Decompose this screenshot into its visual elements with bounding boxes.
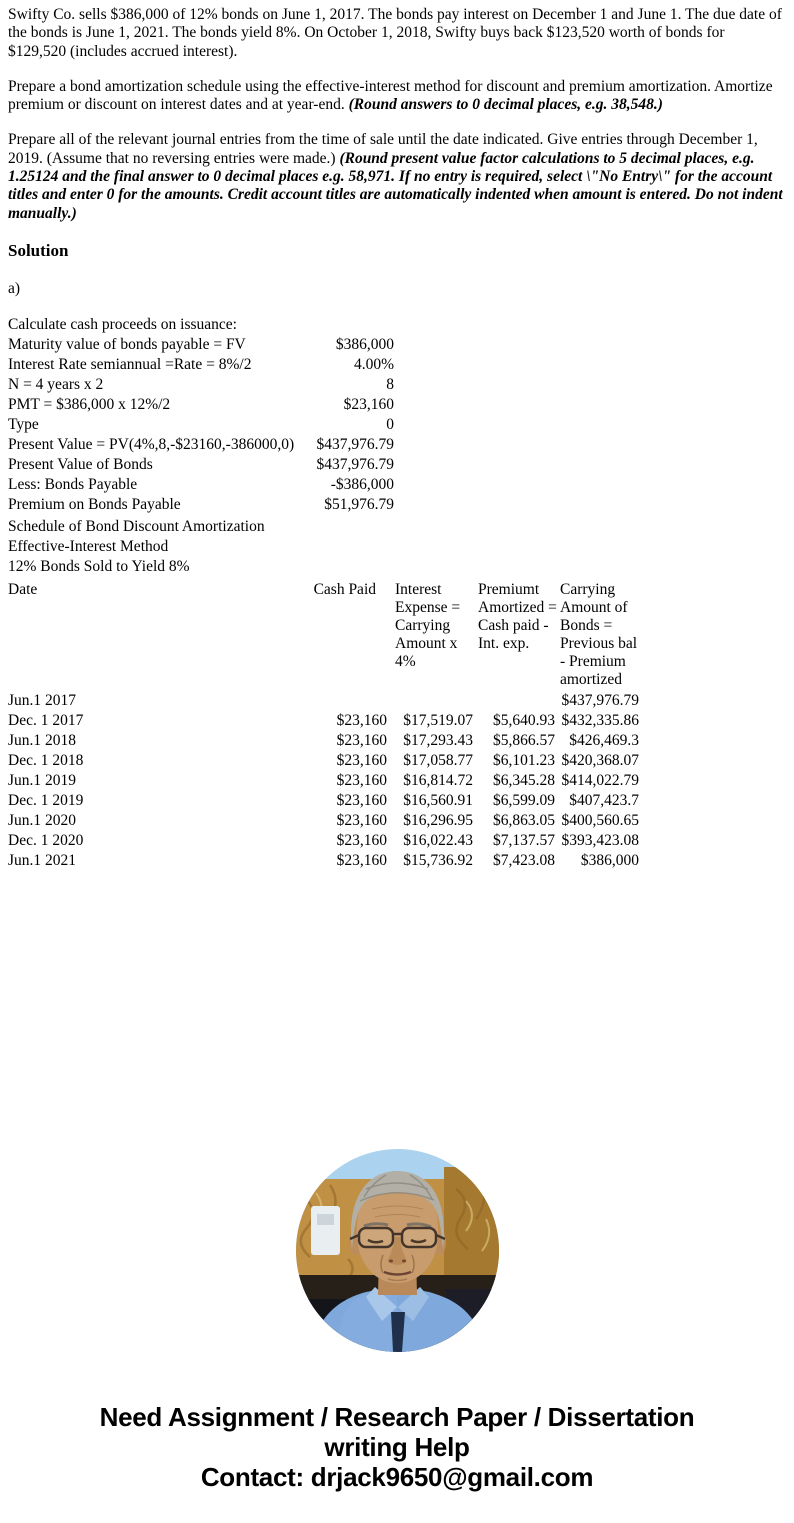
- calc-row-value: $437,976.79: [316, 455, 394, 473]
- schedule-yield-line: 12% Bonds Sold to Yield 8%: [8, 557, 190, 575]
- cell-premium-amortized: $6,599.09: [493, 791, 555, 809]
- footer-banner: [0, 1402, 794, 1492]
- cell-carrying-amount: $400,560.65: [561, 811, 639, 829]
- part-label-a: a): [8, 279, 21, 297]
- calc-row-value: 8: [386, 375, 394, 393]
- cell-cash-paid: $23,160: [336, 731, 387, 749]
- calc-row: [8, 395, 394, 415]
- cell-cash-paid: $23,160: [336, 791, 387, 809]
- calc-row-value: -$386,000: [330, 475, 394, 493]
- calc-row: [8, 475, 394, 495]
- amortization-table: [8, 581, 786, 871]
- calc-row: [8, 335, 394, 355]
- rounding-instruction-1: (Round answers to 0 decimal places, e.g. 38,548.): [348, 96, 663, 114]
- cell-premium-amortized: $7,137.57: [493, 831, 555, 849]
- calc-row: [8, 375, 394, 395]
- calc-row: [8, 435, 394, 455]
- table-body: [8, 691, 786, 871]
- cell-interest-expense: $15,736.92: [403, 851, 473, 869]
- cell-interest-expense: [387, 691, 476, 711]
- problem-text-2: Prepare a bond amortization schedule using the effective-interest method for discount and premium amortization. Amortize premium or discount on interest dates and at year-end.: [8, 77, 773, 114]
- problem-paragraph-1: [8, 6, 786, 61]
- calc-row-label: Present Value = PV(4%,8,-$23160,-386000,0): [8, 435, 295, 453]
- calc-row-label: Present Value of Bonds: [8, 455, 153, 473]
- calc-row-value: $437,976.79: [316, 435, 394, 453]
- photo-outlet-plate: [311, 1206, 340, 1255]
- cell-date: Dec. 1 2017: [8, 711, 84, 729]
- cell-carrying-amount: $386,000: [580, 851, 639, 869]
- cell-carrying-amount: $426,469.3: [569, 731, 639, 749]
- cell-interest-expense: $16,296.95: [403, 811, 473, 829]
- cell-date: Jun.1 2020: [8, 811, 77, 829]
- cell-carrying-amount: $437,976.79: [561, 691, 639, 709]
- table-row: [8, 831, 786, 851]
- rounding-instruction-2: (Round present value factor calculations to 5 decimal places, e.g. 1.25124 and the final answer to 0 decimal places e.g. 58,971. If no entry is required, select \"No Entry\" for the account titles and enter 0 for the amounts. Credit account titles are automatically indented when amount is entered. Do not indent manually.): [8, 149, 783, 222]
- cell-interest-expense: $17,293.43: [403, 731, 473, 749]
- table-row: [8, 711, 786, 731]
- footer-line-1: Need Assignment / Research Paper / Dissertation: [99, 1401, 695, 1432]
- table-row: [8, 771, 786, 791]
- cell-premium-amortized: [476, 691, 558, 711]
- cell-premium-amortized: $7,423.08: [493, 851, 555, 869]
- calc-row-value: 4.00%: [353, 355, 394, 373]
- calc-row-value: $386,000: [335, 335, 394, 353]
- cell-cash-paid: $23,160: [336, 851, 387, 869]
- cell-interest-expense: $16,022.43: [403, 831, 473, 849]
- cash-proceeds-calculation: [8, 315, 394, 515]
- cell-date: Jun.1 2018: [8, 731, 77, 749]
- table-row: [8, 691, 786, 711]
- cell-cash-paid: $23,160: [336, 771, 387, 789]
- footer-contact-email: Contact: drjack9650@gmail.com: [200, 1461, 594, 1492]
- cell-carrying-amount: $420,368.07: [561, 751, 639, 769]
- problem-paragraph-2: [8, 78, 786, 115]
- calc-row: [8, 415, 394, 435]
- cell-carrying-amount: $414,022.79: [561, 771, 639, 789]
- cell-premium-amortized: $6,863.05: [493, 811, 555, 829]
- cell-date: Jun.1 2019: [8, 771, 77, 789]
- table-row: [8, 791, 786, 811]
- cell-cash-paid: $23,160: [336, 811, 387, 829]
- cell-premium-amortized: $5,640.93: [493, 711, 555, 729]
- problem-text-1: Swifty Co. sells $386,000 of 12% bonds on June 1, 2017. The bonds pay interest on December 1 and June 1. The due date of the bonds is June 1, 2021. The bonds yield 8%. On October 1, 2018, Swifty buys back $123,520 worth of bonds for $129,520 (includes accrued interest).: [8, 6, 782, 60]
- cell-interest-expense: $17,519.07: [403, 711, 473, 729]
- cell-cash-paid: $23,160: [336, 751, 387, 769]
- calc-row: [8, 455, 394, 475]
- cell-premium-amortized: $6,345.28: [493, 771, 555, 789]
- footer-line-2: writing Help: [324, 1431, 470, 1462]
- calc-row-label: Premium on Bonds Payable: [8, 495, 181, 513]
- table-row: [8, 751, 786, 771]
- calc-row-value: $51,976.79: [324, 495, 394, 513]
- cell-cash-paid: [303, 691, 387, 711]
- table-header-row: [8, 581, 786, 689]
- calc-row-value: $23,160: [343, 395, 394, 413]
- column-header-cash-paid: Cash Paid: [313, 580, 376, 598]
- calc-row-label: Maturity value of bonds payable = FV: [8, 335, 246, 353]
- calc-intro-line: Calculate cash proceeds on issuance:: [8, 315, 237, 333]
- problem-paragraph-3: [8, 131, 786, 222]
- cell-date: Jun.1 2017: [8, 691, 77, 709]
- problem-text-3: Prepare all of the relevant journal entries from the time of sale until the date indicated. Give entries through December 1, 2019. (Assume that no reversing entries were made.): [8, 131, 758, 167]
- column-header-carrying-amount: Carrying Amount of Bonds = Previous bal - Premium amortized: [560, 580, 638, 688]
- table-row: [8, 851, 786, 871]
- calc-row-label: N = 4 years x 2: [8, 375, 104, 393]
- calc-row-label: Less: Bonds Payable: [8, 475, 138, 493]
- solution-heading: Solution: [8, 240, 69, 260]
- cell-date: Dec. 1 2019: [8, 791, 84, 809]
- calc-row-label: PMT = $386,000 x 12%/2: [8, 395, 171, 413]
- cell-carrying-amount: $407,423.7: [569, 791, 639, 809]
- column-header-date: Date: [8, 580, 38, 598]
- tutor-photo-avatar: [296, 1149, 499, 1352]
- cell-date: Dec. 1 2018: [8, 751, 84, 769]
- cell-date: Jun.1 2021: [8, 851, 77, 869]
- cell-premium-amortized: $6,101.23: [493, 751, 555, 769]
- cell-cash-paid: $23,160: [336, 711, 387, 729]
- table-row: [8, 811, 786, 831]
- cell-date: Dec. 1 2020: [8, 831, 84, 849]
- calc-row-label: Interest Rate semiannual =Rate = 8%/2: [8, 355, 252, 373]
- calc-row: [8, 355, 394, 375]
- calc-row: [8, 495, 394, 515]
- calc-rows: [8, 335, 394, 515]
- cell-premium-amortized: $5,866.57: [493, 731, 555, 749]
- cell-interest-expense: $16,814.72: [403, 771, 473, 789]
- column-header-premium-amortized: Premiumt Amortized = Cash paid - Int. exp.: [478, 580, 557, 652]
- cell-cash-paid: $23,160: [336, 831, 387, 849]
- calc-row-value: 0: [386, 415, 394, 433]
- calc-row-label: Type: [8, 415, 39, 433]
- avatar-section: [0, 1149, 794, 1352]
- cell-interest-expense: $16,560.91: [403, 791, 473, 809]
- schedule-title: Schedule of Bond Discount Amortization: [8, 517, 265, 535]
- table-row: [8, 731, 786, 751]
- schedule-method-line: Effective-Interest Method: [8, 537, 169, 555]
- schedule-titles: [8, 517, 786, 577]
- cell-carrying-amount: $432,335.86: [561, 711, 639, 729]
- column-header-interest-expense: Interest Expense = Carrying Amount x 4%: [395, 580, 461, 670]
- cell-carrying-amount: $393,423.08: [561, 831, 639, 849]
- cell-interest-expense: $17,058.77: [403, 751, 473, 769]
